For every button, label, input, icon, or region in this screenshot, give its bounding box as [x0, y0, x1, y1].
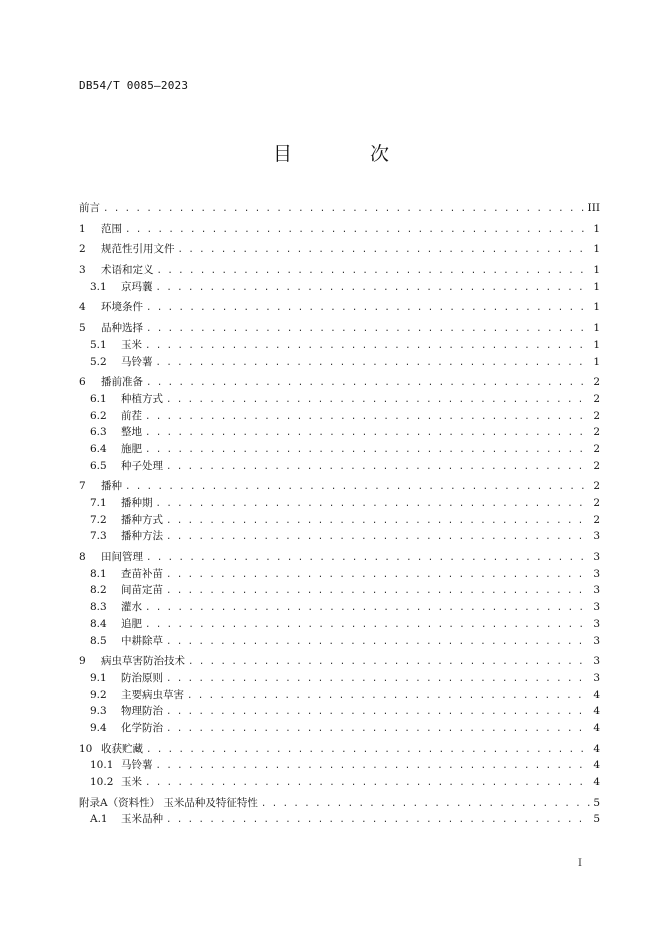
toc-leader-dots	[145, 442, 590, 458]
toc-entry-page: 2	[593, 409, 600, 422]
toc-entry[interactable]	[79, 200, 600, 217]
toc-entry-number: 6.2	[90, 409, 107, 422]
toc-entry-title: 种子处理	[121, 459, 163, 472]
toc-entry-title: 灌水	[121, 601, 142, 614]
toc-entry-number: 10.2	[90, 776, 114, 788]
toc-leader-dots	[187, 688, 590, 704]
toc-entry-number: 8.4	[90, 617, 107, 630]
toc-entry-number: 3	[79, 264, 86, 277]
toc-entry-title: 主要病虫草害	[121, 688, 184, 701]
toc-entry-title: 播种方法	[121, 530, 163, 543]
toc-entry-title: 中耕除草	[121, 634, 163, 647]
toc-entry-title: 马铃薯	[121, 759, 153, 772]
toc-entry[interactable]	[79, 795, 600, 812]
toc-leader-dots	[145, 617, 590, 633]
toc-leader-dots	[125, 479, 590, 495]
toc-entry-number: 10	[79, 742, 93, 755]
toc-leader-dots	[157, 263, 591, 279]
toc-entry-page: 4	[593, 721, 600, 734]
toc-leader-dots	[188, 654, 590, 670]
toc-entry-page: 2	[593, 376, 600, 389]
toc-leader-dots	[146, 300, 590, 316]
toc-leader-dots	[166, 721, 590, 737]
toc-entry-page: 2	[593, 497, 600, 509]
toc-leader-dots	[145, 775, 590, 791]
toc-entry[interactable]	[79, 374, 600, 391]
toc-entry-number: 4	[79, 301, 86, 314]
toc-leader-dots	[178, 242, 591, 258]
toc-entry[interactable]	[79, 616, 600, 633]
toc-leader-dots	[156, 496, 591, 512]
toc-entry[interactable]	[79, 670, 600, 687]
toc-entry-title: 玉米	[121, 776, 142, 788]
toc-leader-dots	[145, 338, 590, 354]
toc-entry-number: 6.3	[90, 426, 107, 439]
toc-leader-dots	[156, 758, 591, 774]
toc-entry-title: 附录A（资料性） 玉米品种及特征特性	[79, 796, 258, 809]
toc-leader-dots	[145, 409, 590, 425]
toc-leader-dots	[146, 742, 590, 758]
toc-entry-number: 6	[79, 376, 86, 389]
toc-entry-title: 前茬	[121, 409, 142, 422]
table-of-contents	[79, 200, 600, 828]
toc-entry-title: 前言	[79, 202, 100, 214]
toc-entry[interactable]	[79, 408, 600, 425]
toc-leader-dots	[166, 513, 590, 529]
toc-entry-title: 查苗补苗	[121, 567, 163, 580]
toc-entry-number: 10.1	[90, 759, 114, 772]
toc-entry-page: 4	[593, 759, 600, 772]
toc-entry-page: 2	[593, 459, 600, 472]
toc-entry-page: 2	[593, 480, 600, 493]
toc-entry[interactable]	[79, 720, 600, 737]
toc-entry-number: 9	[79, 655, 86, 668]
toc-entry-title: 播前准备	[101, 376, 143, 389]
toc-entry[interactable]	[79, 512, 600, 529]
toc-entry-number: 2	[79, 243, 86, 256]
toc-entry-title: 播种期	[121, 497, 153, 509]
toc-entry-page: 5	[593, 796, 600, 809]
toc-leader-dots	[146, 375, 590, 391]
toc-entry-number: 7.3	[90, 530, 107, 543]
toc-entry-page: 3	[593, 567, 600, 580]
toc-entry-title: 术语和定义	[101, 264, 154, 277]
toc-entry-page: 3	[593, 617, 600, 630]
toc-entry-title: 间苗定苗	[121, 584, 163, 597]
toc-leader-dots	[125, 222, 590, 238]
toc-entry-number: 7.1	[90, 497, 107, 509]
toc-entry[interactable]	[79, 441, 600, 458]
toc-entry-number: 6.4	[90, 442, 107, 455]
toc-entry-page: 1	[593, 322, 600, 335]
toc-entry-title: 玉米	[121, 338, 142, 351]
toc-leader-dots	[166, 671, 590, 687]
toc-entry-page: 1	[593, 338, 600, 351]
toc-entry-title: 追肥	[121, 617, 142, 630]
toc-entry[interactable]	[79, 424, 600, 441]
toc-entry[interactable]	[79, 653, 600, 670]
toc-entry[interactable]	[79, 320, 600, 337]
toc-entry[interactable]	[79, 811, 600, 828]
toc-entry[interactable]	[79, 528, 600, 545]
toc-entry-number: 1	[79, 222, 86, 235]
toc-leader-dots	[166, 567, 590, 583]
toc-entry-page: III	[587, 202, 600, 214]
toc-entry-number: 5.1	[90, 338, 107, 351]
toc-leader-dots	[261, 796, 590, 812]
toc-entry-title: 品种选择	[101, 322, 143, 335]
toc-leader-dots	[166, 704, 590, 720]
toc-entry-page: 1	[593, 264, 600, 277]
toc-entry-number: 6.5	[90, 459, 107, 472]
toc-entry-number: 9.2	[90, 688, 107, 701]
toc-entry-number: 7	[79, 480, 86, 493]
toc-entry[interactable]	[79, 458, 600, 475]
toc-leader-dots	[156, 355, 591, 371]
toc-entry-page: 2	[593, 442, 600, 455]
toc-entry-number: A.1	[90, 813, 108, 826]
toc-entry-page: 4	[593, 776, 600, 788]
toc-entry-page: 2	[593, 392, 600, 405]
toc-entry-title: 防治原则	[121, 671, 163, 684]
toc-entry[interactable]	[79, 757, 600, 774]
toc-entry-title: 病虫草害防治技术	[101, 655, 185, 668]
toc-entry-title: 播种方式	[121, 513, 163, 526]
toc-entry-page: 5	[593, 813, 600, 826]
toc-leader-dots	[166, 812, 590, 828]
toc-entry-number: 8.2	[90, 584, 107, 597]
toc-entry-title: 规范性引用文件	[101, 243, 175, 256]
toc-entry-page: 2	[593, 426, 600, 439]
toc-entry-page: 3	[593, 634, 600, 647]
toc-leader-dots	[166, 392, 590, 408]
toc-entry-title: 整地	[121, 426, 142, 439]
toc-entry-page: 3	[593, 671, 600, 684]
toc-entry[interactable]	[79, 299, 600, 316]
toc-entry-page: 1	[593, 301, 600, 314]
toc-leader-dots	[145, 425, 590, 441]
toc-entry-number: 9.4	[90, 721, 107, 734]
toc-entry-number: 9.3	[90, 705, 107, 718]
toc-entry-number: 7.2	[90, 513, 107, 526]
toc-entry[interactable]	[79, 687, 600, 704]
toc-entry-page: 4	[593, 742, 600, 755]
toc-entry-page: 2	[593, 513, 600, 526]
toc-entry[interactable]	[79, 354, 600, 371]
toc-entry[interactable]	[79, 495, 600, 512]
toc-entry[interactable]	[79, 703, 600, 720]
toc-entry[interactable]	[79, 774, 600, 791]
toc-entry-page: 1	[593, 280, 600, 293]
toc-entry-title: 物理防治	[121, 705, 163, 718]
toc-entry-page: 3	[593, 655, 600, 668]
toc-entry[interactable]	[79, 549, 600, 566]
toc-entry-number: 9.1	[90, 671, 107, 684]
toc-entry-number: 6.1	[90, 392, 107, 405]
toc-entry[interactable]	[79, 633, 600, 650]
toc-entry-page: 3	[593, 584, 600, 597]
toc-entry-page: 3	[593, 530, 600, 543]
toc-entry[interactable]	[79, 478, 600, 495]
toc-leader-dots	[166, 459, 590, 475]
toc-entry[interactable]	[79, 599, 600, 616]
toc-entry[interactable]	[79, 279, 600, 296]
page-number: I	[578, 858, 582, 869]
toc-entry[interactable]	[79, 262, 600, 279]
toc-entry-number: 8	[79, 551, 86, 564]
toc-leader-dots	[146, 550, 590, 566]
toc-entry-number: 5	[79, 322, 86, 335]
toc-entry-number: 5.2	[90, 355, 107, 368]
toc-entry-title: 播种	[101, 480, 122, 493]
toc-entry-title: 化学防治	[121, 721, 163, 734]
toc-entry-page: 4	[593, 705, 600, 718]
toc-entry-title: 种植方式	[121, 392, 163, 405]
toc-entry-title: 田间管理	[101, 551, 143, 564]
toc-leader-dots	[156, 280, 591, 296]
toc-title: 目 次	[272, 143, 426, 165]
toc-leader-dots	[103, 201, 585, 217]
toc-entry-title: 范围	[101, 222, 122, 235]
toc-leader-dots	[145, 600, 590, 616]
toc-entry-title: 马铃薯	[121, 355, 153, 368]
toc-entry-page: 4	[593, 688, 600, 701]
toc-entry-title: 施肥	[121, 442, 142, 455]
toc-entry-number: 8.3	[90, 601, 107, 614]
toc-entry-page: 3	[593, 601, 600, 614]
toc-entry-title: 环境条件	[101, 301, 143, 314]
toc-entry-number: 8.1	[90, 567, 107, 580]
toc-entry-page: 1	[593, 222, 600, 235]
document-code: DB54/T 0085—2023	[79, 79, 189, 92]
toc-entry[interactable]	[79, 241, 600, 258]
toc-entry-title: 收获贮藏	[101, 742, 143, 755]
toc-entry[interactable]	[79, 391, 600, 408]
toc-entry[interactable]	[79, 566, 600, 583]
toc-entry[interactable]	[79, 582, 600, 599]
toc-leader-dots	[166, 529, 590, 545]
toc-leader-dots	[146, 321, 590, 337]
toc-entry[interactable]	[79, 741, 600, 758]
toc-entry-page: 3	[593, 551, 600, 564]
toc-entry-number: 3.1	[90, 280, 107, 293]
toc-leader-dots	[166, 583, 590, 599]
toc-entry-page: 1	[593, 355, 600, 368]
toc-leader-dots	[166, 634, 590, 650]
toc-entry-number: 8.5	[90, 634, 107, 647]
toc-entry-title: 玉米品种	[121, 813, 163, 826]
toc-entry-title: 京玛蘘	[121, 280, 153, 293]
toc-entry[interactable]	[79, 337, 600, 354]
toc-entry[interactable]	[79, 221, 600, 238]
toc-entry-page: 1	[593, 243, 600, 256]
